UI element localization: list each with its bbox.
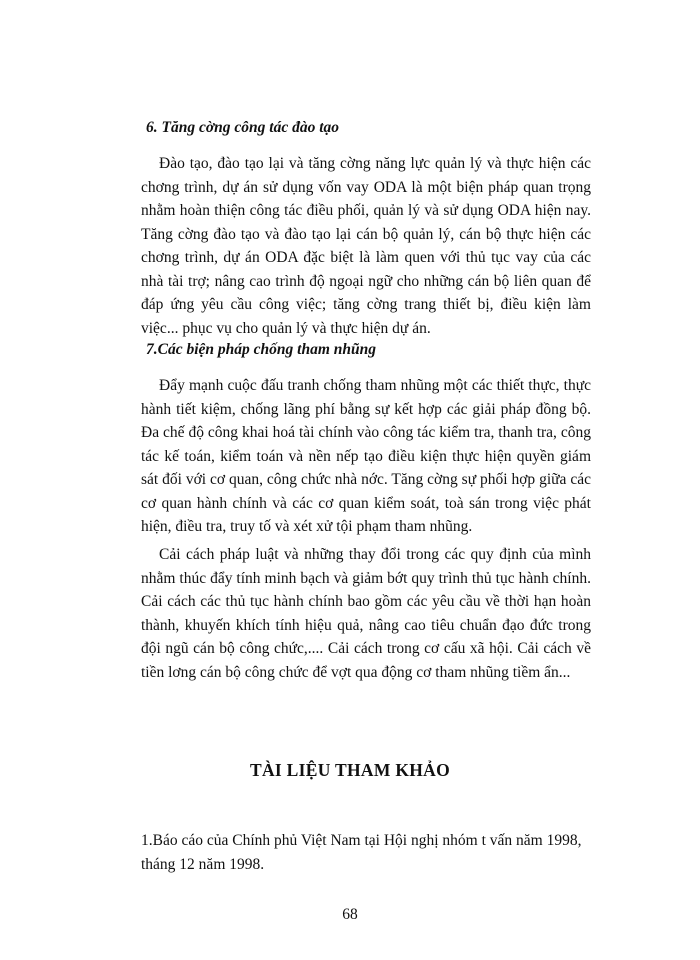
references-title: TÀI LIỆU THAM KHẢO [249, 760, 451, 780]
section-6-heading: 6. Tăng cờng công tác đào tạo [146, 119, 340, 136]
page-number: 68 [342, 906, 358, 923]
section-7-heading: 7.Các biện pháp chống tham nhũng [146, 341, 376, 358]
reference-item-1: 1.Báo cáo của Chính phủ Việt Nam tại Hội nghị nhóm t vấn năm 1998, tháng 12 năm 1998. [141, 832, 582, 873]
section-6-paragraph: Đào tạo, đào tạo lại và tăng cờng năng lực quản lý và thực hiện các chơng trình, dự án sử dụng vốn vay ODA là một biện pháp quan trọng nhằm hoàn thiện công tác điều phối, quản lý và sử dụng ODA hiện nay. Tăng cờng đào tạo và đào tạo lại cán bộ quản lý, cán bộ thực hiện các chơng trình, dự án ODA đặc biệt là làm quen với thủ tục vay của các nhà tài trợ; nâng cao trình độ ngoại ngữ cho những cán bộ liên quan để đáp ứng yêu cầu công việc; tăng cờng trang thiết bị, điều kiện làm việc... phục vụ cho quản lý và thực hiện dự án. [141, 155, 591, 337]
section-7-paragraph-1: Đẩy mạnh cuộc đấu tranh chống tham nhũng một các thiết thực, thực hành tiết kiệm, chống lãng phí bằng sự kết hợp các giải pháp đồng bộ. Đa chế độ công khai hoá tài chính vào công tác kiểm tra, thanh tra, công tác kế toán, kiểm toán và nền nếp tạo điều kiện thực hiện quyền giám sát đối với cơ quan, công chức nhà nớc. Tăng cờng sự phối hợp giữa các cơ quan hành chính và các cơ quan kiểm soát, toà sán trong việc phát hiện, điều tra, truy tố và xét xử tội phạm tham nhũng. [141, 377, 591, 535]
section-7-paragraph-2: Cải cách pháp luật và những thay đổi trong các quy định của mình nhằm thúc đẩy tính minh bạch và giảm bớt quy trình thủ tục hành chính. Cải cách các thủ tục hành chính bao gồm các yêu cầu về thời hạn hoàn thành, khuyến khích tính hiệu quả, nâng cao tiêu chuẩn đạo đức trong đội ngũ cán bộ công chức,.... Cải cách trong cơ cấu xã hội. Cải cách về tiền lơng cán bộ công chức để vợt qua động cơ tham nhũng tiềm ẩn... [141, 546, 591, 681]
